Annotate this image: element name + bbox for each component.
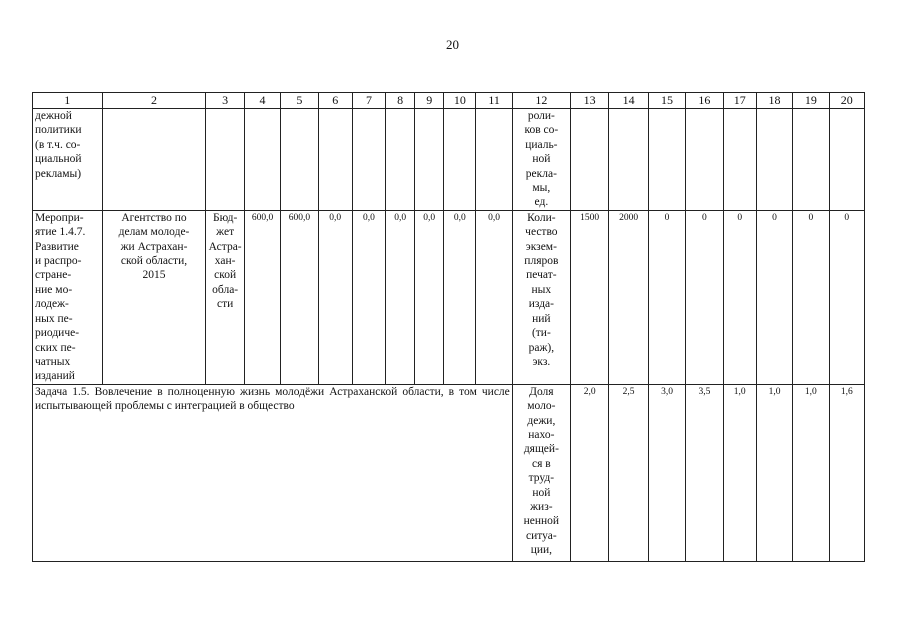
value-cell: 0,0 — [318, 210, 352, 384]
indicators-table — [32, 92, 865, 562]
column-header: 15 — [648, 93, 685, 109]
source-cell: Бюд- жет Астра- хан- ской обла- сти — [206, 210, 244, 384]
value-cell: 0,0 — [476, 210, 512, 384]
column-header: 10 — [444, 93, 476, 109]
column-header: 7 — [352, 93, 385, 109]
column-header: 4 — [244, 93, 280, 109]
column-header: 19 — [793, 93, 829, 109]
value-cell: 1,0 — [756, 384, 792, 561]
value-cell: 0,0 — [444, 210, 476, 384]
value-cell: 0,0 — [386, 210, 415, 384]
column-header: 8 — [386, 93, 415, 109]
column-header: 11 — [476, 93, 512, 109]
value-cell: 0 — [829, 210, 864, 384]
value-cell: 0,0 — [352, 210, 385, 384]
value-cell: 2,5 — [609, 384, 648, 561]
column-header: 9 — [415, 93, 444, 109]
value-cell: 1,0 — [723, 384, 756, 561]
value-cell: 3,0 — [648, 384, 685, 561]
column-header: 16 — [686, 93, 723, 109]
value-cell: 0,0 — [415, 210, 444, 384]
column-header: 5 — [281, 93, 318, 109]
table-row — [33, 109, 865, 211]
source-cell — [206, 109, 244, 211]
value-cell: 1,0 — [793, 384, 829, 561]
column-header: 3 — [206, 93, 244, 109]
column-header: 17 — [723, 93, 756, 109]
value-cell: 0 — [686, 210, 723, 384]
value-cell: 3,5 — [686, 384, 723, 561]
column-header: 12 — [512, 93, 570, 109]
column-header: 20 — [829, 93, 864, 109]
value-cell: 0 — [723, 210, 756, 384]
column-header: 14 — [609, 93, 648, 109]
indicator-cell: Коли- чество экзем- пляров печат- ных изда- ний (ти- раж), экз. — [512, 210, 570, 384]
indicator-cell: роли- ков со- циаль- ной рекла- мы, ед. — [512, 109, 570, 211]
table-row — [33, 210, 865, 384]
event-name-cell: дежной политики (в т.ч. со- циальной рекламы) — [33, 109, 103, 211]
value-cell: 2000 — [609, 210, 648, 384]
column-header: 2 — [102, 93, 206, 109]
value-cell: 600,0 — [281, 210, 318, 384]
event-name-cell: Меропри- ятие 1.4.7. Развитие и распро- стране- ние мо- лодеж- ных пе- риодиче- ских пе- чатных изданий — [33, 210, 103, 384]
table-row — [33, 384, 865, 561]
column-header: 18 — [756, 93, 792, 109]
task-cell: Задача 1.5. Вовлечение в полноценную жизнь молодёжи Астраханской области, в том числе испытывающей проблемы с интеграцией в общество — [33, 384, 513, 561]
value-cell: 0 — [793, 210, 829, 384]
column-header: 1 — [33, 93, 103, 109]
value-cell: 600,0 — [244, 210, 280, 384]
value-cell: 1500 — [570, 210, 608, 384]
executor-cell — [102, 109, 206, 211]
executor-cell: Агентство по делам молоде- жи Астрахан- ской области, 2015 — [102, 210, 206, 384]
indicator-cell: Доля моло- дежи, нахо- дящей- ся в труд- ной жиз- ненной ситуа- ции, — [512, 384, 570, 561]
value-cell: 0 — [756, 210, 792, 384]
page-number: 20 — [446, 37, 459, 52]
value-cell: 1,6 — [829, 384, 864, 561]
header-row — [33, 93, 865, 109]
column-header: 13 — [570, 93, 608, 109]
column-header: 6 — [318, 93, 352, 109]
value-cell: 0 — [648, 210, 685, 384]
value-cell: 2,0 — [570, 384, 608, 561]
